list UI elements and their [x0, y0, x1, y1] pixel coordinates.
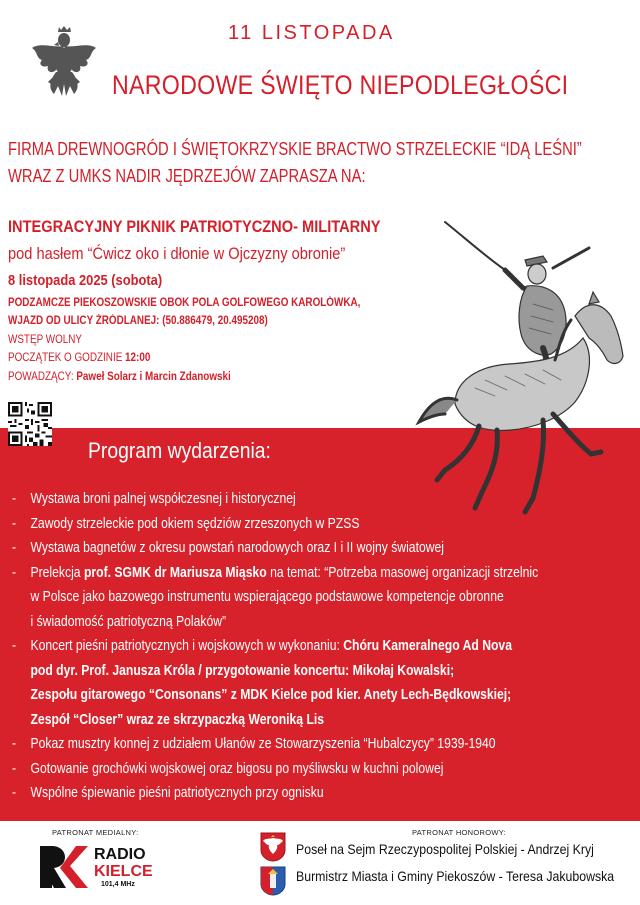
radio-kielce-logo-icon — [38, 844, 90, 890]
list-dash: - — [12, 638, 17, 654]
program-item-text: Pokaz musztry konnej z udziałem Ułanów ze Stowarzyszenia “Hubalczycy” 1939-1940 — [30, 736, 496, 752]
list-dash: - — [12, 736, 17, 752]
event-start-label: POCZĄTEK O GODZINIE — [8, 352, 126, 364]
media-patron-label: PATRONAT MEDIALNY: — [52, 828, 139, 837]
list-item — [12, 781, 634, 806]
honorary-patron-2: Burmistrz Miasta i Gminy Piekoszów - Teresa Jakubowska — [296, 868, 615, 884]
program-item-line: w Polsce jako bazowego instrumentu wspierającego podstawowe kompetencje obronne — [30, 589, 504, 605]
program-list — [12, 487, 632, 806]
program-item-text: na temat: “Potrzeba masowej organizacji strzelnic — [266, 564, 539, 581]
piekoszow-crest-icon — [260, 866, 286, 896]
list-item — [12, 561, 634, 635]
program-item-line: pod dyr. Prof. Janusza Króla / przygotowanie koncertu: Mikołaj Kowalski; — [30, 662, 455, 679]
radio-logo-word: RADIO — [94, 846, 146, 863]
polish-eagle-icon — [28, 22, 100, 102]
qr-code-icon[interactable] — [8, 402, 52, 446]
program-item-text: Zawody strzeleckie pod okiem sędziów zrzeszonych w PZSS — [30, 515, 360, 532]
program-item-text: Wspólne śpiewanie pieśni patriotycznych przy ognisku — [30, 785, 324, 801]
honorary-patron-1: Poseł na Sejm Rzeczypospolitej Polskiej - Andrzej Kryj — [296, 841, 594, 857]
radio-frequency: 101,4 MHz — [101, 881, 135, 888]
list-item — [12, 732, 634, 757]
program-item-bold: prof. SGMK dr Mariusza Miąsko — [83, 564, 267, 581]
program-item-text: Gotowanie grochówki wojskowej oraz bigosu po myśliwsku w kuchni polowej — [30, 760, 444, 777]
program-item-line: i świadomość patriotyczną Polaków” — [30, 613, 227, 630]
event-date: 8 listopada 2025 (sobota) — [8, 272, 163, 289]
program-item-line: Zespołu gitarowego “Consonans” z MDK Kielce pod kier. Anety Lech-Będkowskiej; — [30, 687, 512, 703]
program-item-bold: Chóru Kameralnego Ad Nova — [343, 638, 512, 654]
organizers-line-2: WRAZ Z UMKS NADIR JĘDRZEJÓW ZAPRASZA NA: — [8, 166, 366, 186]
program-item-text: Koncert pieśni patriotycznych i wojskowych w wykonaniu: — [30, 638, 344, 654]
list-item — [12, 536, 634, 561]
program-item-text: Wystawa broni palnej współczesnej i historycznej — [30, 491, 296, 507]
list-dash: - — [12, 491, 17, 507]
kielce-logo-word: KIELCE — [94, 863, 153, 880]
list-dash: - — [12, 515, 17, 532]
program-item-line — [30, 634, 633, 659]
program-item-line — [30, 561, 633, 586]
event-location-line-2: WJAZD OD ULICY ŹRÓDLANEJ: (50.886479, 20.495208) — [8, 315, 268, 327]
event-title: INTEGRACYJNY PIKNIK PATRIOTYCZNO- MILITARNY — [8, 217, 381, 236]
event-start-time: 12:00 — [125, 352, 151, 364]
event-location-line-1: PODZAMCZE PIEKOSZOWSKIE OBOK POLA GOLFOWEGO KAROLÓWKA, — [8, 297, 361, 309]
event-hosts-label: POWADZĄCY: — [8, 371, 77, 383]
program-item-line: Zespół “Closer” wraz ze skrzypaczką Weroniką Lis — [30, 711, 325, 728]
event-hosts — [8, 371, 231, 383]
list-item — [12, 487, 634, 512]
list-item — [12, 634, 634, 732]
list-item — [12, 512, 634, 537]
event-start — [8, 352, 150, 364]
sejm-crest-icon — [260, 832, 286, 862]
holiday-title: NARODOWE ŚWIĘTO NIEPODLEGŁOŚCI — [112, 70, 569, 100]
program-item-text: Wystawa bagnetów z okresu powstań narodowych oraz I i II wojny światowej — [30, 540, 445, 556]
list-dash: - — [12, 785, 17, 801]
list-dash: - — [12, 540, 17, 556]
list-dash: - — [12, 564, 17, 581]
event-hosts-names: Paweł Solarz i Marcin Zdanowski — [76, 371, 231, 383]
event-slogan: pod hasłem “Ćwicz oko i dłonie w Ojczyzny obronie” — [8, 244, 346, 263]
list-dash: - — [12, 760, 17, 777]
holiday-date: 11 LISTOPADA — [228, 22, 395, 44]
organizers-line-1: FIRMA DREWNOGRÓD I ŚWIĘTOKRZYSKIE BRACTWO STRZELECKIE “IDĄ LEŚNI” — [8, 139, 582, 159]
program-title: Program wydarzenia: — [88, 438, 271, 463]
program-item-text: Prelekcja — [30, 564, 84, 581]
event-entry: WSTĘP WOLNY — [8, 334, 83, 346]
honorary-patron-label: PATRONAT HONOROWY: — [412, 828, 507, 837]
list-item — [12, 757, 634, 782]
